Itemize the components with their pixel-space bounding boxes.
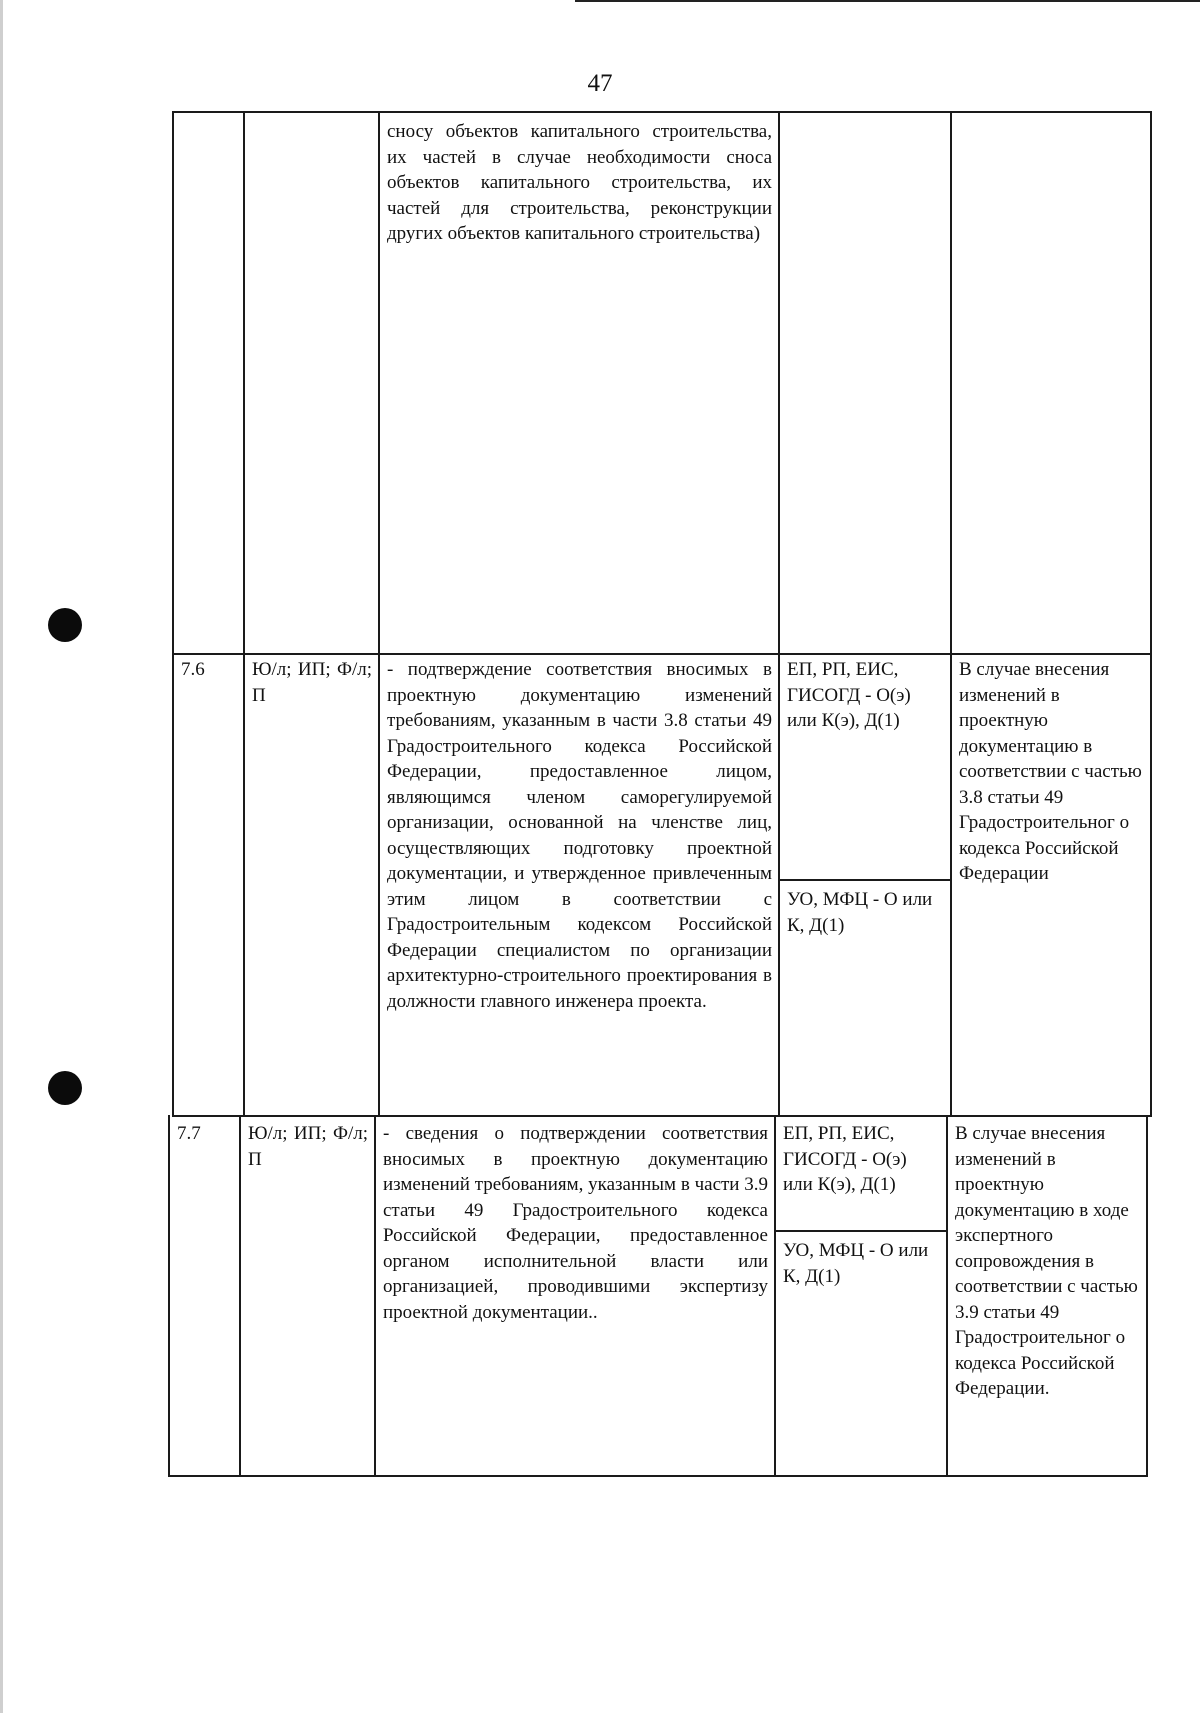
scan-left-edge — [0, 0, 3, 1713]
cell-applicant — [243, 113, 378, 653]
table-row-7-7 — [168, 1115, 1148, 1477]
cell-description: - сведения о подтверждении соответствия вносимых в проектную документацию изменений требованиям, указанным в части 3.9 статьи 49 Градостроительного кодекса Российской Федерации, предоставленное органом исполнительной власти или организацией, проводившими экспертизу проектной документации.. — [374, 1115, 774, 1475]
channels-in-person: УО, МФЦ - О или К, Д(1) — [787, 889, 933, 936]
cell-note — [950, 113, 1152, 653]
cell-channels — [778, 651, 950, 1115]
cell-id: 7.6 — [172, 651, 243, 1115]
channels-electronic: ЕП, РП, ЕИС, ГИСОГД - О(э) или К(э), Д(1) — [787, 659, 911, 731]
channels-electronic: ЕП, РП, ЕИС, ГИСОГД - О(э) или К(э), Д(1) — [783, 1123, 907, 1195]
binder-hole-bottom — [48, 1071, 82, 1105]
table-row-continuation — [172, 111, 1152, 655]
cell-channels — [778, 113, 950, 653]
scan-top-line — [575, 0, 1200, 2]
cell-id — [172, 113, 243, 653]
cell-note: В случае внесения изменений в проектную документацию в ходе экспертного сопровождения в соответствии с частью 3.9 статьи 49 Градостроительног о кодекса Российской Федерации. — [946, 1115, 1148, 1475]
cell-channels — [774, 1115, 946, 1475]
channels-in-person: УО, МФЦ - О или К, Д(1) — [783, 1240, 929, 1287]
cell-note: В случае внесения изменений в проектную документацию в соответствии с частью 3.8 статьи 49 Градостроительног о кодекса Российской Федерации — [950, 651, 1152, 1115]
cell-applicant: Ю/л; ИП; Ф/л; П — [239, 1115, 374, 1475]
cell-applicant: Ю/л; ИП; Ф/л; П — [243, 651, 378, 1115]
cell-description: сносу объектов капитального строительства, их частей в случае необходимости сноса объектов капитального строительства, их частей для строительства, реконструкции других объектов капитального строительства) — [378, 113, 778, 653]
page-number: 47 — [587, 70, 613, 97]
table-row-7-6 — [172, 651, 1152, 1117]
binder-hole-top — [48, 608, 82, 642]
cell-description: - подтверждение соответствия вносимых в проектную документацию изменений требованиям, указанным в части 3.8 статьи 49 Градостроительного кодекса Российской Федерации, предоставленное лицом, являющимся членом саморегулируемой организации, основанной на членстве лиц, осуществляющих подготовку проектной документации, и утвержденное привлеченным этим лицом в соответствии с Градостроительным кодексом Российской Федерации специалистом по организации архитектурно-строительного проектирования в должности главного инженера проекта. — [378, 651, 778, 1115]
cell-id: 7.7 — [168, 1115, 239, 1475]
